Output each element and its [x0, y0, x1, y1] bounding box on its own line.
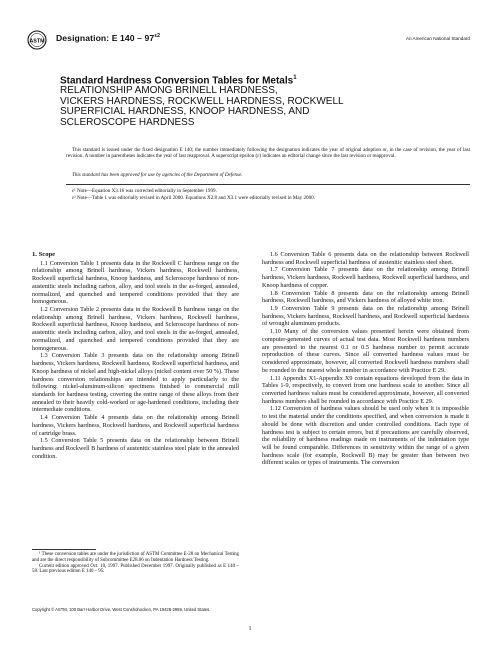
title-subtitle-line: VICKERS HARDNESS, ROCKWELL HARDNESS, ROCKWELL	[60, 95, 344, 107]
title-subtitle-line: RELATIONSHIP AMONG BRINELL HARDNESS,	[60, 85, 278, 97]
paragraph: 1.6 Conversion Table 6 presents data on the relationship between Rockwell hardness and Rockwell superficial hardness of austenitic stainless steel sheet.	[262, 251, 469, 266]
editorial-note: ε² Note—Table 1 was editorially revised in April 2000. Equations X2.8 and X3.1 were editorially revised in May 2000.	[72, 195, 315, 201]
footnotes	[32, 552, 239, 575]
page-number: 1	[248, 626, 252, 632]
svg-text:ASTM: ASTM	[29, 38, 45, 45]
paragraph: 1.2 Conversion Table 2 presents data in the Rockwell B hardness range on the relationship among Brinell hardness, Vickers hardness, Rockwell hardness, Rockwell superficial hardness, Knoop hardness, and Scleroscope hardness of non-austenitic steels including carbon, alloy, and tool steels in the as-forged, annealed, normalized, and quenched and tempered conditions provided that they are homogeneous.	[32, 306, 239, 352]
paragraph: 1.3 Conversion Table 3 presents data on the relationship among Brinell hardness, Vickers hardness, Rockwell hardness, Rockwell superficial hardness, and Knoop hardness of nickel and high-nickel alloys (nickel content over 50 %). These hardness conversion relationships are intended to apply particularly to the following: nickel-aluminum-silicon specimens finished to commercial mill standards for hardness testing, covering the entire range of these alloys from their annealed to their heavily cold-worked or age-hardened conditions, including their intermediate conditions.	[32, 352, 239, 414]
paragraph: 1.5 Conversion Table 5 presents data on the relationship between Brinell hardness and Rockwell B hardness of austenitic stainless steel plate in the annealed condition.	[32, 437, 239, 460]
paragraph: 1.12 Conversion of hardness values should be used only when it is impossible to test the material under the conditions specified, and when conversion is made it should be done with discretion and under controlled conditions. Each type of hardness test is subject to certain errors, but if precautions are carefully observed, the reliability of hardness readings made on instruments of the indentation type will be found comparable. Differences in sensitivity within the range of a given hardness scale (for example, Rockwell B) may be greater than between two different scales or types of instruments. The conversion	[262, 405, 469, 467]
footnote: ¹ These conversion tables are under the jurisdiction of ASTM Committee E-28 on Mechanical Testing and are the direct responsibility of Subcommittee E28.06 on Indentation Hardness Testing.	[32, 552, 239, 563]
paragraph: 1.11 Appendix X1-Appendix X9 contain equations developed from the data in Tables 1-9, respectively, to convert from one hardness scale to another. Since all converted hardness values must be considered approximate, however, all converted hardness numbers shall be rounded in accordance with Practice E 29.	[262, 374, 469, 405]
astm-logo-icon	[27, 30, 47, 50]
title-subtitle-line: SUPERFICIAL HARDNESS, KNOOP HARDNESS, AND	[60, 106, 310, 118]
section-heading: 1. Scope	[32, 251, 56, 258]
paragraph: 1.9 Conversion Table 9 presents data on the relationship among Brinell hardness, Vickers hardness, Rockwell hardness, and Rockwell superficial hardness of wrought aluminum products.	[262, 305, 469, 328]
paragraph: 1.10 Many of the conversion values presented herein were obtained from computer-generated curves of actual test data. Most Rockwell hardness numbers are presented to the nearest 0.1 or 0.5 hardness number to permit accurate reproduction of these curves. Since all converted hardness values must be considered approximate, however, all converted Rockwell hardness numbers shall be rounded to the nearest whole number in accordance with Practice E 29.	[262, 328, 469, 374]
paragraph: 1.8 Conversion Table 8 presents data on the relationship among Brinell hardness, Rockwell hardness, and Vickers hardness of alloyed white iron.	[262, 289, 469, 305]
divider	[66, 184, 470, 185]
editorial-note: ε¹ Note—Equation X3.16 was corrected editorially in September 1999.	[72, 188, 217, 194]
document-title: Standard Hardness Conversion Tables for Metals$^1$	[60, 75, 297, 87]
designation: Designation: E $140 - 97^{\varepsilon 2}$	[56, 33, 161, 43]
copyright-line: Copyright © ASTM, 100 Barr Harbor Drive, West Conshohocken, PA 19428-2959, United States.	[32, 607, 211, 612]
paragraph: 1.4 Conversion Table 4 presents data on the relationship among Brinell hardness, Vickers hardness, Rockwell hardness, and Rockwell superficial hardness of cartridge brass.	[32, 414, 239, 437]
paragraph: 1.7 Conversion Table 7 presents data on the relationship among Brinell hardness, Vickers hardness, Rockwell hardness, Rockwell superficial hardness, and Knoop hardness of copper.	[262, 266, 469, 289]
footnote-divider	[32, 549, 96, 550]
title-subtitle-line: SCLEROSCOPE HARDNESS	[60, 116, 195, 128]
dod-approval-statement: This standard has been approved for use by agencies of the Department of Defense.	[72, 172, 243, 178]
issuance-statement: This standard is issued under the fixed designation E 140; the number immediately following the designation indicates the year of original adoption or, in the case of revision, the year of last revision. A number in parentheses indicates the year of last reapproval. A superscript epsilon (ε) indicates an editorial change since the last revision or reapproval.	[66, 147, 470, 160]
footnote: Current edition approved Oct. 10, 1997. Published December 1997. Originally published as E 140 – 58. Last previous edition E 140 – 95.	[32, 563, 239, 575]
title-block	[60, 73, 470, 128]
paragraph: 1.1 Conversion Table 1 presents data in the Rockwell C hardness range on the relationship among Brinell hardness, Vickers hardness, Rockwell hardness, Rockwell superficial hardness, Knoop hardness, and Scleroscope hardness of non-austenitic steels including carbon, alloy, and tool steels in the as-forged, annealed, normalized, and quenched and tempered conditions provided that they are homogeneous.	[32, 259, 239, 306]
american-national-standard-label: An American National Standard	[405, 36, 470, 41]
right-column	[262, 251, 469, 467]
left-column	[32, 251, 239, 460]
